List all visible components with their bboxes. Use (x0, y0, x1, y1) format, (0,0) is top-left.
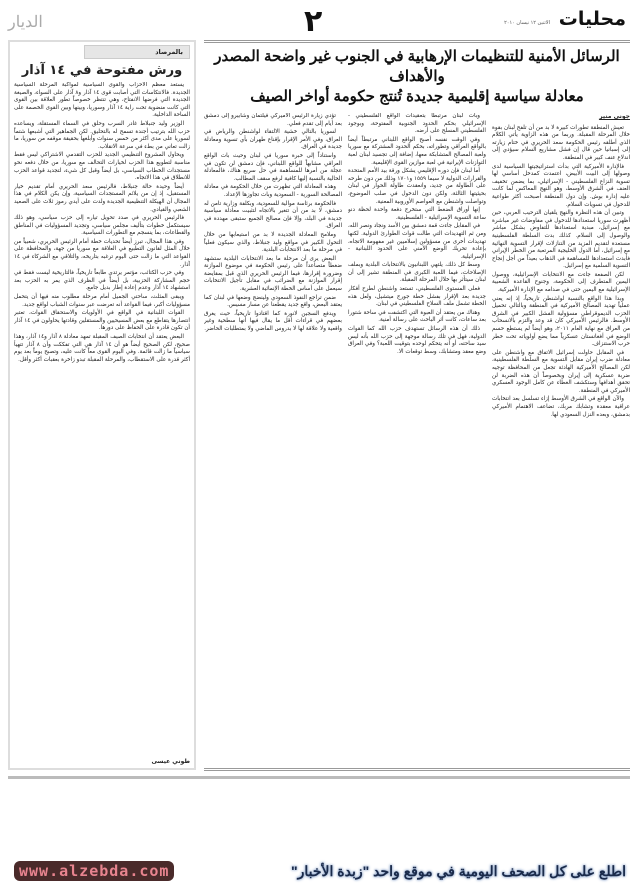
headline-line-2: معادلة سياسية إقليمية جديدة تُنتج حكومة أواخر الصيف (250, 88, 584, 105)
article-paragraph: وبات لبنان مرتبطاً بتعقيدات الواقع الفلسطيني - الإسرائيلي بحكم الحدود الجنوبية المفتوحة، وبوجود الفلسطيني المسلح على أرضه. (348, 113, 486, 135)
page-number: ٢ (304, 4, 323, 39)
banner-text: اطلع على كل الصحف اليومية في موقع واحد "زبدة الأخبار" (290, 862, 626, 879)
sidebar-paragraph: القوات اللبنانية في الواقع في الأولويات والاستحقاق القوات، تعتبر انتصارها يتقاطع مع بعض المسيحيين والمستقلين وقادتها يحاولون في ١٤ آذار أن تكون قادرة على الحفاظ على دورها. (14, 310, 190, 332)
article-paragraph: لسوريا بالتالي خشية الالتقاء لواشنطن والرياض في العراق، وفي الأمر الإقرار بإقناع طهران بأي تسوية ومعادلة جديدة في العراق. (204, 129, 342, 151)
sidebar-paragraph: ويحاول المشروع التنظيمي الجديد للحزب التقدمي الاشتراكي ليس فقط مناسبة لتطويع هذا الحزب لخيارات التحالف مع سوريا، من خلال دفعه نحو مستجدات الخطاب السياسي، بل أيضاً وقبل كل شيء، لتجديد قواعد الحزب للانطلاق في هذا الاتجاه. (14, 152, 190, 182)
article-paragraph: والآن الواقع في الشرق الأوسط إزاء تسلسل بعد انتخابات عراقية معقدة وتشابك مربك، تضاعف الاهتمام الأميركي بدمشق، وبعده النزل السعودي لها. (492, 396, 630, 418)
article-paragraph: ضمن تراجع النفوذ السعودي ولينضج وضعها في لبنان كما يعتقد البعض، واقع جديد يقطعنا عن مسار مسيس. (204, 294, 342, 309)
article-paragraph: وبدا هذا الواقع بالنسبة لواشنطن تاريخياً، إذ إنه يعني عملياً تهديد المصالح الأميركية في المنطقة وبالتالي تحميل الحزب الديموقراطي مسؤولية الفشل الكبير في الشرق الأوسط. فالرئيس الأميركي كان قد وعد والتزم بالانسحاب من العراق مع نهاية العام ٢٠١١، وهو أيضاً لم يستطع حسم الوضع في أفغانستان عسكرياً مما يضع أولوياته تحت خطر حرب الاستنزاف. (492, 295, 630, 348)
article-paragraph: فعلى المستوى الفلسطيني، تستعد واشنطن لطرح أفكار جديدة بعد الإقرار بفشل خطة جورج ميتشيل، ولعل هذه الخطة تشمل ملف السلاح الفلسطيني في لبنان. (348, 286, 486, 308)
article-paragraph: وهذه المعادلة التي تظهرت من خلال الحكومة في معادلة المصالحة السورية - السعودية وبات تجاوزها الإعداد. (204, 184, 342, 198)
article-paragraph: ذلك أن هذه الرسائل تستهدف حزب الله كما القوات الدولية، فهل في تلك رسالة موجهة إلى حزب الله بأنه ليس سيد ساحته، أو أنه يتحكم لوحده بتوقيت اللعبة؟ وفي العراق وضع معقد ومتشابك، وسط توقعات الا. (348, 326, 486, 355)
sidebar-column (8, 40, 196, 770)
article-paragraph: البعض يرى أن مرحلة ما بعد الانتخابات البلدية ستشهد ضغطاً متصاعداً على رئيس الحكومة في موضوع الموازنة وضرورة إقرارها، فيما الرئيس الحريري الذي قبل بمقايضة إقرار الموازنة مع الضرائب في مقابل تأجيل الانتخابات سيعمل على أساس الخطة الإنمائية العشرية. (204, 255, 342, 293)
article-paragraph: وسط كل ذلك، يلتهي اللبنانيون بالانتخابات البلدية وبملف الإصلاحات، فيما اللعبة الكبرى في المنطقة تشير إلى أن لبنان سيتأثر بها خلال المرحلة المقبلة. (348, 262, 486, 284)
sidebar-title: ورش مفتوحة في ١٤ آذار (21, 63, 183, 78)
column-text (492, 125, 630, 420)
divider (8, 776, 630, 779)
footer-banner[interactable] (14, 858, 626, 884)
byline: جوني منير (599, 113, 630, 120)
masthead (4, 4, 630, 39)
website-link[interactable]: www.alzebda.com (14, 861, 174, 881)
issue-date: الاثنين ١٢ نيسان ٢٠١٠ (504, 20, 550, 26)
main-article (204, 40, 630, 766)
article-paragraph: وهناك من يعتقد أن العبوة التي اكتشفت في ساحة شتورا بعد ساعات، كانت أثر الباحث على رسالة أمنية. (348, 309, 486, 324)
sidebar-paragraph: أيضاً وحيدة حالة جنبلاط، فالرئيس سعد الحريري أمام تقديم خيار المستقبل، إذ إن من يلائم المستجدات السياسية، وإن يكن الكلام في هذا المجال أن الهيكلة التنظيمية الجديدة ولدت على أيدي رموز ثلاث على الصعيد الشعبي والقيادي. (14, 183, 190, 213)
sidebar-paragraph: ويبقى المثلث، ساحتي الجميل أمام مرحلة مطلوب منه فيها أن يتحمل مسؤوليات أكبر، فيما القواعد أنه تعرضت عبر سنوات الشباب لواقع جديد. (14, 294, 190, 308)
article-paragraph: فالحكومة برئاسة موالية للسعودية، وبكلفة وزارية تامن له دمشق، لا بد من أن تتغير بالاتجاه لتثبيت معادلة سياسية جديدة في البلد، وإلا فإن مصالح الجميع ستبقى مهددة في العراق. (204, 200, 342, 230)
article-paragraph: ويدفع السجين لانورة كما اقتادوا تاريخياً، حيث يغرق بعضهم في قراءات أقل ما يقال فيها أنها سطحية وغير واقعية ولا علاقة لها لا بدروس الماضي ولا بمتطلبات الحاضر. (204, 310, 342, 333)
headline-line-1: الرسائل الأمنية للتنظيمات الإرهابية في الجنوب غير واضحة المصدر والأهداف (214, 48, 620, 85)
article-column-2 (348, 113, 486, 766)
article-paragraph: فالإدارة الأميركية التي بدأت استراتيجيتها السياسية لدى وصولها إلى البيت الأبيض، اعتمدت كمدخل أساسي لها تسوية النزاع الفلسطيني - الإسرائيلي، بما يضمن تخفيف العنف في الشرق الأوسط، وهو النهج المعاكس لما كانت عليه إدارة بوش. وإن دول المنطقة أصبحت أكثر طواعية للدخول في تسويات السلام. (492, 163, 630, 208)
sidebar-paragraph: البعض يعتقد أن انتخابات الصيف المقبلة تمهد معادلة ٨ آذار و١٤ آذار، وهذا صحيح، لكن الصحيح أيضاً هو أن ١٤ آذار هي التي تفككت وأن ٨ آذار تتهيأ سياسياً ما زالت قائمة. وفي اليوم القوى معاً كانت عليه، وتصبح يوماً بعد يوم أكثر قدرة على الاستقطاب، والمرحلة المقبلة تبدو زاخرة بعقبات أكثر وأقل. (14, 334, 190, 363)
article-paragraph: وفي الوقت نفسه أصبح الواقع اللبناني مرتبطاً أيضاً بالواقع العراقي وتطوراته، بحكم الحدود المشتركة مع سوريا ولعبة المصالح المتشابكة معها، إضافة إلى تجسيد لبنان لعبة التوازنات الإيرانية في لعبة موازين القوى الإقليمية. (348, 136, 486, 166)
divider (204, 768, 630, 771)
column-label: بالمرصاد (84, 45, 190, 59)
sidebar-paragraph: وفي حزب الكتائب، مؤتمر يرتدي طابعاً تاريخياً، فالتاريخية ليست فقط في حجم المشاركة الحزبية، بل أيضاً في الظرف الذي يمر به الحزب بعد استشهاد ١٤ آذار وعدم إعادة إطار بديل جامع. (14, 270, 190, 292)
sidebar-paragraph: فالرئيس الحريري في صدد تحويل تياره إلى حزب سياسي، وهو ذلك سيستكمل خطوات بتأليف مجلس سياسي، وتجديد المسؤوليات في المناطق والقطاعات، بما ينسجم مع التطورات السياسية. (14, 215, 190, 237)
article-paragraph: لكن الصفعة جاءت مع الانتخابات الإسرائيلية، ووصول اليمين المتطرف إلى الحكومة، وجنوح القاعدة الشعبية الإسرائيلية مع اليمين حتى في صدامه مع الإدارة الأميركية. (492, 271, 630, 294)
column-text (204, 113, 342, 334)
column-text (348, 113, 486, 356)
headline-area (204, 40, 630, 113)
article-paragraph: وملامح المعادلة الجديدة لا بد من استيعابها من خلال التحول الكبير في مواقع وليد جنبلاط، والذي سيكون فعلياً في مرحلة ما بعد الانتخابات البلدية. (204, 231, 342, 254)
article-paragraph: تؤدي زيارة الرئيس الأميركي فيلتمان وشابيرو إلى دمشق بعد أيام إلى تقدم فعلي. (204, 113, 342, 127)
sidebar-paragraph: يستعد معظم الأحزاب والقوى السياسية لمواكبة المرحلة السياسية الجديدة. فالانتكاسات التي أصابت قوى ١٤ آذار و٨ آذار على السواء، والصيغة الجديدة التي فرضها الانفتاح، وهي تنتظر خصوصاً تطور العلاقة بين القوى التي كانت منضوية تحت راية ١٤ آذار وسوريا، وبينها وبين القوى الخصمة على الساحة الداخلية. (14, 82, 190, 119)
article-paragraph: في المقابل حاولت إسرائيل الاتفاق مع واشنطن على معادلة ضرب إيران مقابل التسوية مع السلطة الفلسطينية، لكن المصالح الأميركية الهادئة تجعل من المحافظة توجيه ضربة عسكرية إلى إيران وبخصوصاً أن هذه الضربة لن تحقق أهدافها وستكشف الغطاء عن كامل الوجود العسكري الأميركي في المنطقة. (492, 349, 630, 394)
article-paragraph: أما لبنان فإن دوره الإقليمي يشكل ورقة بيد الأمم المتحدة والقرارات الدولية لا سيما ١٥٥٩ و١٧٠١ وذلك من دون طرحه على الطاولة من جديد، وانعقدت طاولة الحوار في لبنان بحيثيتها الثالثة، ولكن دون الدخول في صلب الموضوع، وتواصلت واشنطن مع العواصم الأوروبية المعنية. (348, 168, 486, 205)
sidebar-body (14, 82, 190, 754)
article-paragraph: واستناداً إلى خبرة سوريا في لبنان وحيث بات الواقع العراقي مشابهاً للواقع اللبناني، فإن دمشق لن تكون في عجلة من أمرها للمساهمة في حل سريع هناك، فالمعادلة الحالية بالنسبة إليها كافية لرفع سقف المطالب. (204, 152, 342, 182)
sidebar-paragraph: وفي هذا المجال، تبرز أيضاً تحديات خطة أمام الرئيس الحريري، شعبياً من خلال المثل لقانون التطبيع في العلاقة مع سوريا من جهة، والمحافظة على القواعد التي ما زالت حتى اليوم ترغبه بتاريخه، والتلاقي مع الشركاء في ١٤ آذار. (14, 238, 190, 268)
article-column-3 (204, 113, 342, 766)
newspaper-logo: الديار (8, 12, 43, 31)
article-paragraph: إنها أوراق الضغط التي ستخرج دفعة واحدة لحظة دنو ساعة التسوية الإسرائيلية - الفلسطينية. (348, 207, 486, 221)
article-column-1 (492, 113, 630, 766)
section-title: محليات (558, 8, 626, 30)
article-paragraph: في المقابل جاءت قمة دمشق بين الأسد ونجاد ونصر الله، ومن ثم التهديدات التي طالت قوات الطوارئ الدولية. لكنها تهديدات أخرى من مسؤولين إسلاميين غير مفهومة الاتجاه، بإعادة تحريك الوضع الأمني على الحدود اللبنانية - الإسرائيلية. (348, 223, 486, 260)
sidebar-paragraph: الوزير وليد جنبلاط غادر السرب وحلق في السماء المستقلة، ويساعده حزب الله بترتيب أجندة تسمح له بالتحليق. لكن الجماهير التي أشبعها شتماً لسوريا على مدى أكثر من خمس سنوات وأبلغها بحقيقة موقفه من سوريا، ما زالت تعاني من بطء في سرعة الانقلاب. (14, 120, 190, 150)
article-columns (204, 113, 630, 766)
newspaper-page (4, 0, 630, 891)
article-paragraph: تعيش المنطقة تطورات كبيرة لا بد من أن تلفح لبنان بقوة خلال المرحلة المقبلة. وربما من هذه الزاوية يأتي الكلام الذي أطلقه رئيس الحكومة سعد الحريري في ختام زيارته إلى إسبانيا حين قال إن فشل مشاريع السلام سيؤدي إلى اندلاع عنف كبير في المنطقة. (492, 124, 630, 161)
sidebar-author: طوني عيسى (151, 758, 190, 765)
article-paragraph: وتبين أن هذه النظرة والنهج يلقيان الترحيب العربي، حين أظهرت سوريا استعدادها للدخول في مفاوضات غير مباشرة مع إسرائيل، مبدية استعدادها للتفاوض بشكل مباشر والوصول إلى السلام. كذلك بدت السلطة الفلسطينية مستعدة لتقديم المزيد من التنازلات لإقرار التسوية النهائية مع إسرائيل، أما الدول الخليجية المرتعبة من الخطر الإيراني فأبدت استعدادها للمساهمة في الذهاب بعيداً من أجل إنجاح التسوية السلمية مع إسرائيل. (492, 210, 630, 270)
